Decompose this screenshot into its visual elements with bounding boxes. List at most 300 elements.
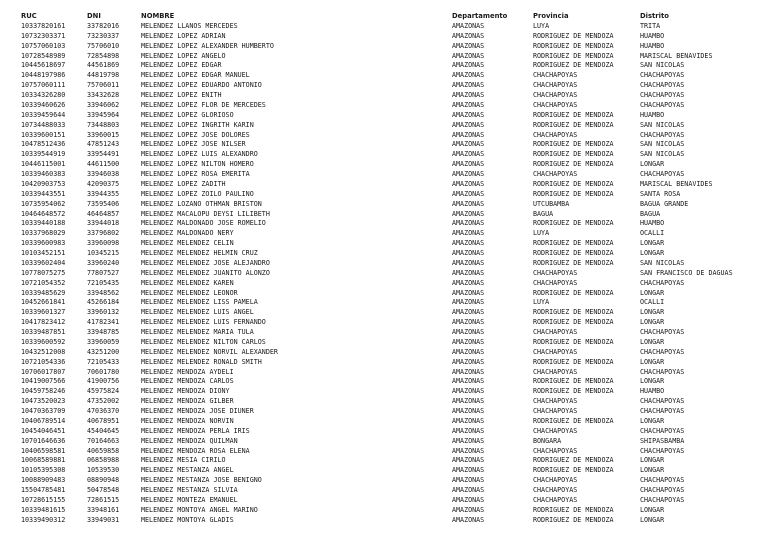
table-row — [21, 397, 765, 407]
cell-provincia: UTCUBAMBA — [533, 199, 570, 208]
cell-ruc: 10339443551 — [21, 189, 66, 198]
cell-distrito: CHACHAPOYAS — [640, 278, 685, 287]
cell-provincia: RODRIGUEZ DE MENDOZA — [533, 160, 614, 169]
cell-departamento: AMAZONAS — [452, 416, 485, 425]
cell-nombre: MELENDEZ MENDOZA JOSE DIUNER — [141, 407, 254, 415]
cell-provincia: RODRIGUEZ DE MENDOZA — [533, 120, 614, 129]
cell-distrito: CHACHAPOYAS — [640, 328, 685, 336]
cell-ruc: 10757060111 — [21, 81, 66, 90]
cell-nombre: MELENDEZ LOPEZ JOSE DOLORES — [141, 130, 250, 139]
cell-departamento: AMAZONAS — [452, 249, 485, 257]
cell-departamento: AMAZONAS — [452, 268, 485, 277]
cell-dni: 33796802 — [87, 229, 120, 238]
cell-dni: 41782341 — [87, 318, 120, 327]
cell-provincia: RODRIGUEZ DE MENDOZA — [533, 318, 614, 327]
cell-ruc: 10339600592 — [21, 337, 66, 346]
cell-nombre: MELENDEZ LOPEZ JOSE NILSER — [141, 140, 246, 149]
cell-ruc: 10339600151 — [21, 130, 66, 139]
cell-dni: 33945964 — [87, 110, 120, 119]
cell-dni: 44819798 — [87, 71, 120, 80]
cell-ruc: 10446115001 — [21, 160, 66, 169]
cell-dni: 33946038 — [87, 170, 120, 178]
cell-ruc: 10339460383 — [21, 170, 66, 178]
table-row — [21, 506, 765, 516]
table-row — [21, 486, 765, 496]
cell-provincia: RODRIGUEZ DE MENDOZA — [533, 387, 614, 396]
cell-dni: 33960015 — [87, 130, 120, 139]
cell-distrito: CHACHAPOYAS — [640, 170, 685, 178]
cell-nombre: MELENDEZ MALDONADO NERY — [141, 229, 234, 238]
cell-ruc: 10478512436 — [21, 140, 66, 149]
cell-ruc: 10068589881 — [21, 456, 66, 465]
cell-ruc: 10337968029 — [21, 229, 66, 238]
cell-dni: 33944355 — [87, 189, 120, 198]
cell-distrito: MARISCAL BENAVIDES — [640, 179, 713, 188]
cell-provincia: RODRIGUEZ DE MENDOZA — [533, 505, 614, 514]
cell-departamento: AMAZONAS — [452, 199, 485, 208]
cell-distrito: HUAMBO — [640, 31, 665, 40]
header-nombre: NOMBRE — [141, 12, 175, 20]
cell-departamento: AMAZONAS — [452, 476, 485, 485]
cell-departamento: AMAZONAS — [452, 209, 485, 218]
cell-distrito: SANTA ROSA — [640, 189, 681, 198]
cell-provincia: RODRIGUEZ DE MENDOZA — [533, 31, 614, 40]
cell-departamento: AMAZONAS — [452, 357, 485, 366]
cell-ruc: 10706017807 — [21, 367, 66, 376]
cell-departamento: AMAZONAS — [452, 219, 485, 228]
cell-ruc: 10464648572 — [21, 209, 66, 218]
cell-distrito: LONGAR — [640, 377, 665, 386]
cell-dni: 72861515 — [87, 495, 120, 504]
cell-ruc: 10339485629 — [21, 288, 66, 297]
cell-dni: 33948785 — [87, 328, 120, 336]
cell-provincia: CHACHAPOYAS — [533, 100, 578, 109]
cell-nombre: MELENDEZ LOPEZ EDGAR MANUEL — [141, 71, 250, 80]
cell-departamento: AMAZONAS — [452, 426, 485, 435]
cell-dni: 46464857 — [87, 209, 120, 218]
cell-ruc: 10339440188 — [21, 219, 66, 228]
cell-distrito: SAN NICOLAS — [640, 150, 685, 159]
cell-nombre: MELENDEZ MENDOZA CARLOS — [141, 377, 234, 386]
table-row — [21, 249, 765, 259]
cell-provincia: BONGARA — [533, 436, 562, 445]
cell-provincia: RODRIGUEZ DE MENDOZA — [533, 219, 614, 228]
table-row — [21, 427, 765, 437]
cell-provincia: CHACHAPOYAS — [533, 486, 578, 494]
cell-dni: 41900756 — [87, 377, 120, 386]
table-row — [21, 407, 765, 417]
cell-distrito: HUAMBO — [640, 41, 665, 50]
cell-distrito: LONGAR — [640, 308, 665, 317]
cell-distrito: CHACHAPOYAS — [640, 100, 685, 109]
cell-distrito: OCALLI — [640, 298, 665, 307]
table-row — [21, 516, 765, 526]
cell-ruc: 10105395308 — [21, 466, 66, 475]
table-row — [21, 456, 765, 466]
header-row — [21, 12, 765, 22]
cell-provincia: RODRIGUEZ DE MENDOZA — [533, 249, 614, 257]
cell-provincia: CHACHAPOYAS — [533, 397, 578, 406]
cell-distrito: LONGAR — [640, 466, 665, 475]
cell-departamento: AMAZONAS — [452, 258, 485, 267]
cell-nombre: MELENDEZ MELENDEZ LISS PAMELA — [141, 298, 258, 307]
table-row — [21, 219, 765, 229]
table-row — [21, 466, 765, 476]
cell-dni: 33954491 — [87, 150, 120, 159]
cell-nombre: MELENDEZ MELENDEZ LEONOR — [141, 288, 238, 297]
cell-nombre: MELENDEZ MESTANZA ANGEL — [141, 466, 234, 475]
cell-nombre: MELENDEZ MESIA CIRILO — [141, 456, 226, 465]
cell-nombre: MELENDEZ MELENDEZ JOSE ALEJANDRO — [141, 258, 270, 267]
table-row — [21, 377, 765, 387]
cell-dni: 33960059 — [87, 337, 120, 346]
cell-ruc: 15504785481 — [21, 486, 66, 494]
cell-nombre: MELENDEZ LOPEZ FLOR DE MERCEDES — [141, 100, 266, 109]
cell-distrito: LONGAR — [640, 239, 665, 248]
cell-ruc: 10420903753 — [21, 179, 66, 188]
cell-nombre: MELENDEZ LOPEZ ANGELO — [141, 51, 226, 60]
table-row — [21, 328, 765, 338]
cell-dni: 33432628 — [87, 91, 120, 99]
cell-departamento: AMAZONAS — [452, 288, 485, 297]
cell-provincia: RODRIGUEZ DE MENDOZA — [533, 51, 614, 60]
cell-dni: 10539530 — [87, 466, 120, 475]
cell-distrito: HUAMBO — [640, 110, 665, 119]
cell-departamento: AMAZONAS — [452, 189, 485, 198]
table-row — [21, 32, 765, 42]
cell-nombre: MELENDEZ MENDOZA GILBER — [141, 397, 234, 406]
cell-dni: 73448803 — [87, 120, 120, 129]
cell-nombre: MELENDEZ MELENDEZ NILTON CARLOS — [141, 337, 266, 346]
cell-ruc: 10337820161 — [21, 21, 66, 30]
cell-nombre: MELENDEZ MENDOZA DIONY — [141, 387, 230, 396]
cell-ruc: 10728615155 — [21, 495, 66, 504]
cell-departamento: AMAZONAS — [452, 150, 485, 159]
cell-departamento: AMAZONAS — [452, 337, 485, 346]
cell-dni: 50478548 — [87, 486, 120, 494]
cell-distrito: LONGAR — [640, 456, 665, 465]
cell-departamento: AMAZONAS — [452, 71, 485, 80]
cell-provincia: RODRIGUEZ DE MENDOZA — [533, 258, 614, 267]
cell-departamento: AMAZONAS — [452, 110, 485, 119]
cell-provincia: CHACHAPOYAS — [533, 495, 578, 504]
cell-provincia: LUYA — [533, 298, 550, 307]
table-row — [21, 417, 765, 427]
cell-nombre: MELENDEZ LOPEZ ROSA EMERITA — [141, 170, 250, 178]
cell-departamento: AMAZONAS — [452, 466, 485, 475]
table-row — [21, 298, 765, 308]
cell-ruc: 10734488033 — [21, 120, 66, 129]
header-departamento: Departamento — [452, 12, 508, 20]
cell-dni: 73595406 — [87, 199, 120, 208]
cell-ruc: 10778075275 — [21, 268, 66, 277]
cell-dni: 44561869 — [87, 61, 120, 70]
cell-provincia: CHACHAPOYAS — [533, 91, 578, 99]
table-row — [21, 239, 765, 249]
cell-nombre: MELENDEZ MENDOZA AYDELI — [141, 367, 234, 376]
cell-ruc: 10459758246 — [21, 387, 66, 396]
cell-dni: 33960098 — [87, 239, 120, 248]
table-row — [21, 101, 765, 111]
cell-nombre: MELENDEZ LOPEZ GLORIOSO — [141, 110, 234, 119]
cell-distrito: CHACHAPOYAS — [640, 367, 685, 376]
cell-ruc: 10406598581 — [21, 446, 66, 455]
cell-provincia: RODRIGUEZ DE MENDOZA — [533, 288, 614, 297]
cell-dni: 45975824 — [87, 387, 120, 396]
cell-departamento: AMAZONAS — [452, 407, 485, 415]
cell-distrito: LONGAR — [640, 416, 665, 425]
cell-provincia: RODRIGUEZ DE MENDOZA — [533, 179, 614, 188]
cell-nombre: MELENDEZ LOPEZ INGRITH KARIN — [141, 120, 254, 129]
cell-ruc: 10735954062 — [21, 199, 66, 208]
table-row — [21, 52, 765, 62]
cell-departamento: AMAZONAS — [452, 505, 485, 514]
cell-nombre: MELENDEZ MELENDEZ MARIA TULA — [141, 328, 254, 336]
cell-departamento: AMAZONAS — [452, 41, 485, 50]
cell-dni: 43251200 — [87, 347, 120, 356]
table-row — [21, 289, 765, 299]
cell-provincia: RODRIGUEZ DE MENDOZA — [533, 456, 614, 465]
table-row — [21, 447, 765, 457]
cell-provincia: CHACHAPOYAS — [533, 407, 578, 415]
table-row — [21, 121, 765, 131]
cell-dni: 75706010 — [87, 41, 120, 50]
cell-distrito: SAN FRANCISCO DE DAGUAS — [640, 268, 733, 277]
cell-dni: 33960132 — [87, 308, 120, 317]
cell-ruc: 10339459644 — [21, 110, 66, 119]
cell-dni: 33946062 — [87, 100, 120, 109]
cell-ruc: 10470363709 — [21, 407, 66, 415]
cell-departamento: AMAZONAS — [452, 91, 485, 99]
cell-nombre: MELENDEZ MELENDEZ KAREN — [141, 278, 234, 287]
cell-departamento: AMAZONAS — [452, 179, 485, 188]
cell-departamento: AMAZONAS — [452, 515, 485, 524]
table-row — [21, 71, 765, 81]
cell-dni: 33948161 — [87, 505, 120, 514]
cell-provincia: RODRIGUEZ DE MENDOZA — [533, 150, 614, 159]
cell-distrito: CHACHAPOYAS — [640, 446, 685, 455]
cell-distrito: MARISCAL BENAVIDES — [640, 51, 713, 60]
cell-departamento: AMAZONAS — [452, 278, 485, 287]
cell-provincia: LUYA — [533, 229, 550, 238]
cell-nombre: MELENDEZ MELENDEZ RONALD SMITH — [141, 357, 262, 366]
cell-distrito: BAGUA GRANDE — [640, 199, 689, 208]
cell-nombre: MELENDEZ LOPEZ LUIS ALEXANDRO — [141, 150, 258, 159]
cell-dni: 08890948 — [87, 476, 120, 485]
cell-dni: 70164663 — [87, 436, 120, 445]
table-row — [21, 42, 765, 52]
cell-provincia: CHACHAPOYAS — [533, 130, 578, 139]
cell-nombre: MELENDEZ MELENDEZ JUANITO ALONZO — [141, 268, 270, 277]
cell-distrito: HUAMBO — [640, 219, 665, 228]
cell-ruc: 10728548989 — [21, 51, 66, 60]
cell-dni: 33948562 — [87, 288, 120, 297]
cell-nombre: MELENDEZ MELENDEZ LUIS FERNANDO — [141, 318, 266, 327]
cell-provincia: LUYA — [533, 21, 550, 30]
cell-distrito: CHACHAPOYAS — [640, 91, 685, 99]
cell-dni: 33944018 — [87, 219, 120, 228]
cell-provincia: RODRIGUEZ DE MENDOZA — [533, 466, 614, 475]
cell-nombre: MELENDEZ MELENDEZ NORVIL ALEXANDER — [141, 347, 278, 356]
cell-provincia: CHACHAPOYAS — [533, 476, 578, 485]
header-ruc: RUC — [21, 12, 37, 20]
table-row — [21, 387, 765, 397]
cell-distrito: OCALLI — [640, 229, 665, 238]
cell-ruc: 10454046451 — [21, 426, 66, 435]
cell-distrito: CHACHAPOYAS — [640, 130, 685, 139]
cell-nombre: MELENDEZ LOPEZ ZADITH — [141, 179, 226, 188]
cell-distrito: CHACHAPOYAS — [640, 71, 685, 80]
cell-provincia: CHACHAPOYAS — [533, 268, 578, 277]
cell-provincia: RODRIGUEZ DE MENDOZA — [533, 377, 614, 386]
table-row — [21, 22, 765, 32]
cell-ruc: 10448197986 — [21, 71, 66, 80]
cell-nombre: MELENDEZ MELENDEZ CELIN — [141, 239, 234, 248]
cell-provincia: RODRIGUEZ DE MENDOZA — [533, 41, 614, 50]
cell-distrito: LONGAR — [640, 357, 665, 366]
cell-ruc: 10103452151 — [21, 249, 66, 257]
table-row — [21, 269, 765, 279]
table-row — [21, 81, 765, 91]
cell-nombre: MELENDEZ LOPEZ ALEXANDER HUMBERTO — [141, 41, 274, 50]
cell-dni: 06858988 — [87, 456, 120, 465]
cell-distrito: CHACHAPOYAS — [640, 407, 685, 415]
cell-provincia: BAGUA — [533, 209, 554, 218]
cell-distrito: LONGAR — [640, 505, 665, 514]
cell-dni: 47352002 — [87, 397, 120, 406]
cell-nombre: MELENDEZ LOPEZ ENITH — [141, 91, 222, 99]
cell-ruc: 10334326280 — [21, 91, 66, 99]
cell-provincia: CHACHAPOYAS — [533, 347, 578, 356]
table-row — [21, 140, 765, 150]
cell-distrito: CHACHAPOYAS — [640, 426, 685, 435]
cell-provincia: RODRIGUEZ DE MENDOZA — [533, 61, 614, 70]
table-row — [21, 111, 765, 121]
cell-departamento: AMAZONAS — [452, 31, 485, 40]
cell-ruc: 10339460626 — [21, 100, 66, 109]
cell-distrito: SAN NICOLAS — [640, 61, 685, 70]
cell-ruc: 10445618697 — [21, 61, 66, 70]
cell-departamento: AMAZONAS — [452, 100, 485, 109]
cell-distrito: CHACHAPOYAS — [640, 495, 685, 504]
cell-dni: 47851243 — [87, 140, 120, 149]
cell-dni: 40659858 — [87, 446, 120, 455]
cell-provincia: CHACHAPOYAS — [533, 367, 578, 376]
cell-departamento: AMAZONAS — [452, 495, 485, 504]
cell-nombre: MELENDEZ MENDOZA ROSA ELENA — [141, 446, 250, 455]
table-row — [21, 190, 765, 200]
cell-departamento: AMAZONAS — [452, 318, 485, 327]
table-row — [21, 259, 765, 269]
table-row — [21, 180, 765, 190]
cell-distrito: LONGAR — [640, 160, 665, 169]
cell-dni: 47036370 — [87, 407, 120, 415]
table-row — [21, 476, 765, 486]
table-row — [21, 279, 765, 289]
cell-dni: 73230337 — [87, 31, 120, 40]
cell-ruc: 10473520023 — [21, 397, 66, 406]
cell-distrito: SAN NICOLAS — [640, 120, 685, 129]
cell-ruc: 10432512008 — [21, 347, 66, 356]
cell-departamento: AMAZONAS — [452, 61, 485, 70]
cell-departamento: AMAZONAS — [452, 456, 485, 465]
cell-dni: 72105435 — [87, 278, 120, 287]
cell-nombre: MELENDEZ LOZANO OTHMAN BRISTON — [141, 199, 262, 208]
cell-nombre: MELENDEZ LOPEZ EDUARDO ANTONIO — [141, 81, 262, 90]
cell-dni: 10345215 — [87, 249, 120, 257]
table-row — [21, 358, 765, 368]
cell-provincia: RODRIGUEZ DE MENDOZA — [533, 515, 614, 524]
cell-ruc: 10701646636 — [21, 436, 66, 445]
table-row — [21, 91, 765, 101]
cell-nombre: MELENDEZ MENDOZA PERLA IRIS — [141, 426, 250, 435]
cell-dni: 33960240 — [87, 258, 120, 267]
cell-departamento: AMAZONAS — [452, 436, 485, 445]
cell-departamento: AMAZONAS — [452, 298, 485, 307]
cell-distrito: LONGAR — [640, 515, 665, 524]
table-row — [21, 308, 765, 318]
cell-ruc: 10339490312 — [21, 515, 66, 524]
table-row — [21, 318, 765, 328]
header-provincia: Provincia — [533, 12, 569, 20]
cell-distrito: CHACHAPOYAS — [640, 81, 685, 90]
cell-distrito: CHACHAPOYAS — [640, 397, 685, 406]
cell-dni: 33782016 — [87, 21, 120, 30]
cell-nombre: MELENDEZ MELENDEZ HELMIN CRUZ — [141, 249, 258, 257]
cell-nombre: MELENDEZ LLANOS MERCEDES — [141, 21, 238, 30]
cell-distrito: SAN NICOLAS — [640, 140, 685, 149]
cell-distrito: LONGAR — [640, 249, 665, 257]
cell-dni: 40678951 — [87, 416, 120, 425]
cell-distrito: LONGAR — [640, 318, 665, 327]
records-table — [21, 12, 765, 526]
cell-provincia: CHACHAPOYAS — [533, 278, 578, 287]
cell-ruc: 10452661841 — [21, 298, 66, 307]
cell-distrito: HUAMBO — [640, 387, 665, 396]
cell-departamento: AMAZONAS — [452, 377, 485, 386]
cell-ruc: 10721054336 — [21, 357, 66, 366]
cell-ruc: 10339481615 — [21, 505, 66, 514]
cell-departamento: AMAZONAS — [452, 160, 485, 169]
table-row — [21, 200, 765, 210]
cell-provincia: CHACHAPOYAS — [533, 170, 578, 178]
cell-distrito: LONGAR — [640, 288, 665, 297]
table-row — [21, 348, 765, 358]
cell-nombre: MELENDEZ MENDOZA QUILMAN — [141, 436, 238, 445]
cell-nombre: MELENDEZ MELENDEZ LUIS ANGEL — [141, 308, 254, 317]
table-row — [21, 437, 765, 447]
cell-provincia: RODRIGUEZ DE MENDOZA — [533, 110, 614, 119]
cell-departamento: AMAZONAS — [452, 120, 485, 129]
cell-nombre: MELENDEZ MONTEZA EMANUEL — [141, 495, 238, 504]
cell-departamento: AMAZONAS — [452, 229, 485, 238]
cell-distrito: CHACHAPOYAS — [640, 476, 685, 485]
cell-nombre: MELENDEZ LOPEZ EDGAR — [141, 61, 222, 70]
cell-departamento: AMAZONAS — [452, 486, 485, 494]
cell-dni: 33949031 — [87, 515, 120, 524]
cell-nombre: MELENDEZ LOPEZ NILTON HOMERO — [141, 160, 254, 169]
cell-dni: 70601780 — [87, 367, 120, 376]
cell-ruc: 10417823412 — [21, 318, 66, 327]
cell-nombre: MELENDEZ MONTOYA ANGEL MARINO — [141, 505, 258, 514]
cell-provincia: CHACHAPOYAS — [533, 446, 578, 455]
cell-departamento: AMAZONAS — [452, 328, 485, 336]
cell-ruc: 10339600983 — [21, 239, 66, 248]
cell-provincia: RODRIGUEZ DE MENDOZA — [533, 239, 614, 248]
cell-dni: 45266184 — [87, 298, 120, 307]
cell-distrito: CHACHAPOYAS — [640, 347, 685, 356]
cell-ruc: 10339601327 — [21, 308, 66, 317]
